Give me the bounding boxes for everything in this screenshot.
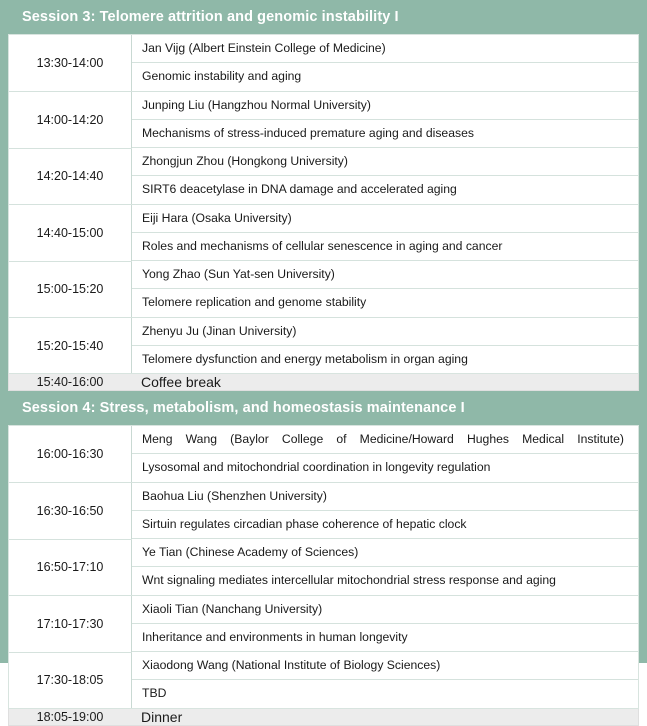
talk-entries <box>132 148 639 205</box>
talk-entries <box>132 35 639 92</box>
talk-entries <box>132 205 639 262</box>
talk-entries <box>132 318 639 374</box>
talk-time: 17:30-18:05 <box>9 652 132 708</box>
talk-speaker: Zhongjun Zhou (Hongkong University) <box>132 148 638 176</box>
table-row <box>9 318 638 374</box>
talk-title: Inheritance and environments in human longevity <box>132 624 638 652</box>
talk-title: Sirtuin regulates circadian phase coherence of hepatic clock <box>132 511 638 539</box>
talk-title: Telomere dysfunction and energy metabolism in organ aging <box>142 351 468 366</box>
talk-entries <box>132 261 639 318</box>
talk-speaker: Junping Liu (Hangzhou Normal University) <box>132 92 638 120</box>
session-block-4 <box>8 425 639 709</box>
break-time: 18:05-19:00 <box>36 709 104 724</box>
talk-entries <box>132 596 639 653</box>
talk-time: 14:20-14:40 <box>9 148 132 205</box>
talk-speaker: Eiji Hara (Osaka University) <box>132 205 638 233</box>
talk-title: Roles and mechanisms of cellular senescence in aging and cancer <box>132 233 638 261</box>
talk-title: Mechanisms of stress-induced premature aging and diseases <box>132 120 638 148</box>
break-row-coffee <box>8 374 639 391</box>
talk-time: 16:50-17:10 <box>9 539 132 596</box>
talk-entries <box>132 426 639 483</box>
talk-speaker: Meng Wang (Baylor College of Medicine/Howard Hughes Medical Institute) <box>132 426 638 454</box>
talk-title: Genomic instability and aging <box>132 63 638 91</box>
talk-speaker: Jan Vijg (Albert Einstein College of Medicine) <box>132 35 638 63</box>
table-row <box>9 539 638 596</box>
talk-speaker: Yong Zhao (Sun Yat-sen University) <box>132 261 638 289</box>
talk-entries <box>132 539 639 596</box>
session-header-3: Session 3: Telomere attrition and genomic instability I <box>22 9 399 25</box>
talk-title: SIRT6 deacetylase in DNA damage and accelerated aging <box>132 176 638 204</box>
talk-speaker: Baohua Liu (Shenzhen University) <box>132 483 638 511</box>
talk-speaker: Xiaodong Wang (National Institute of Biology Sciences) <box>132 652 638 680</box>
table-row <box>9 652 638 708</box>
talk-time: 13:30-14:00 <box>9 35 132 92</box>
talk-speaker: Zhenyu Ju (Jinan University) <box>132 318 638 346</box>
session-header-4: Session 4: Stress, metabolism, and homeostasis maintenance I <box>22 400 465 416</box>
table-row <box>9 35 638 92</box>
talk-time: 17:10-17:30 <box>9 596 132 653</box>
talk-time: 16:00-16:30 <box>9 426 132 483</box>
talk-time: 14:40-15:00 <box>9 205 132 262</box>
break-label: Coffee break <box>141 374 221 390</box>
talk-title: Wnt signaling mediates intercellular mitochondrial stress response and aging <box>132 567 638 595</box>
talk-entries <box>132 92 639 149</box>
talk-title: Telomere replication and genome stability <box>132 289 638 317</box>
table-row <box>9 596 638 653</box>
talk-time: 14:00-14:20 <box>9 92 132 149</box>
break-time: 15:40-16:00 <box>36 375 104 389</box>
table-row <box>9 148 638 205</box>
session-3-table <box>9 35 638 373</box>
table-row <box>9 205 638 262</box>
table-row <box>9 426 638 483</box>
talk-title: Lysosomal and mitochondrial coordination in longevity regulation <box>132 454 638 482</box>
talk-time: 16:30-16:50 <box>9 483 132 540</box>
talk-time: 15:20-15:40 <box>9 318 132 374</box>
table-row <box>9 261 638 318</box>
talk-speaker: Ye Tian (Chinese Academy of Sciences) <box>132 539 638 567</box>
talk-entries <box>132 483 639 540</box>
session-4-table <box>9 426 638 708</box>
talk-time: 15:00-15:20 <box>9 261 132 318</box>
break-label: Dinner <box>141 708 183 725</box>
table-row <box>9 92 638 149</box>
talk-entries <box>132 652 639 708</box>
talk-speaker: Xiaoli Tian (Nanchang University) <box>132 596 638 624</box>
talk-title: TBD <box>142 686 167 701</box>
break-row-dinner <box>8 709 639 726</box>
session-block-3 <box>8 34 639 374</box>
table-row <box>9 483 638 540</box>
